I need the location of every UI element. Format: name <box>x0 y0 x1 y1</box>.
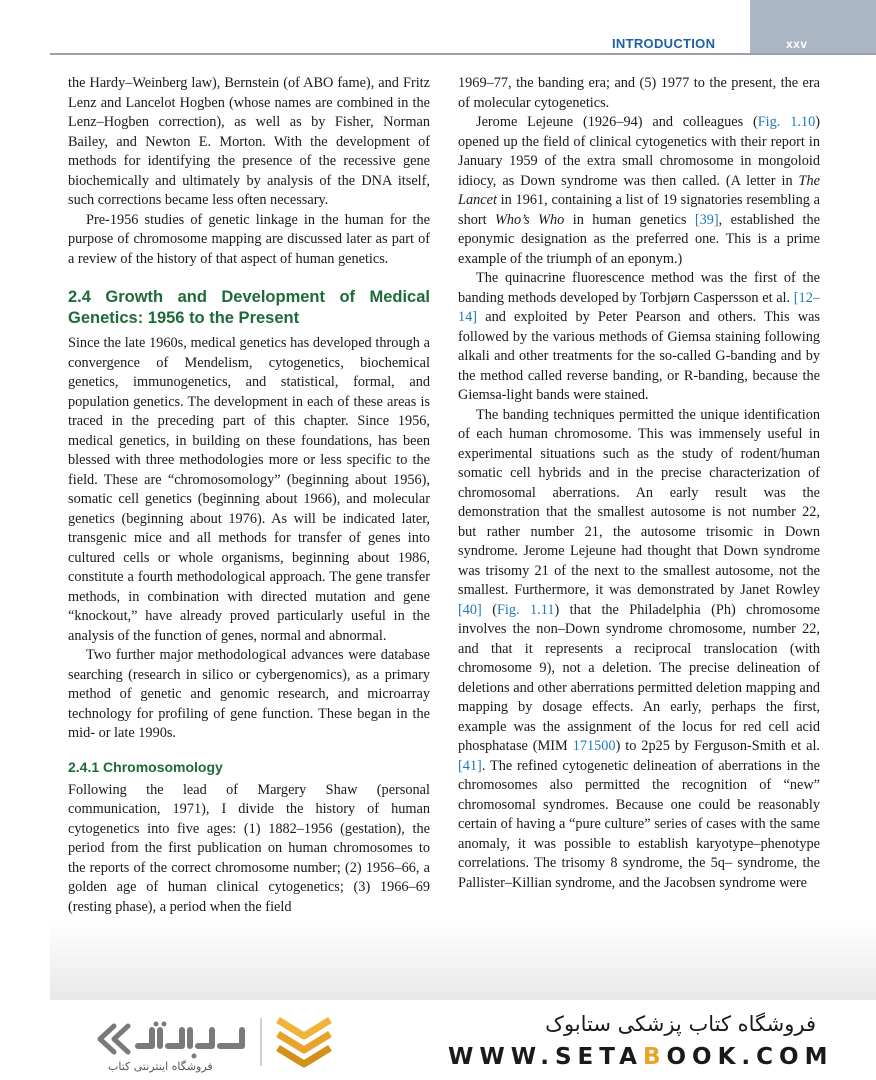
figure-link[interactable]: Fig. 1.11 <box>496 601 555 618</box>
section-heading: 2.4 Growth and Development of Medical Genetics: 1956 to the Present <box>68 288 430 327</box>
italic-text: Who’s Who <box>495 211 565 228</box>
text-run: , established the eponymic designation as the preferred one. This is a prime example of the triumph of an eponym.) <box>458 211 821 267</box>
reference-link[interactable]: [39] <box>694 211 719 228</box>
text-run: . The refined cytogenetic delineation of aberrations in the chromosomes also permitted the recognition of “new” chromosomal syndromes. Because one could be reasonably certain of having a “pure culture” series of cases with the same anomaly, it was possible to establish karyotype–phenotype correlations. The trisomy 8 syndrome, the 5q– syndrome, the Pallister–Killian syndrome, and the Jacobsen syndrome were <box>458 757 820 891</box>
journal-title: The Lancet <box>458 172 820 208</box>
reference-link[interactable]: [12–14] <box>458 289 820 325</box>
logo-subtitle: فروشگاه اینترنتی کتاب <box>108 1060 213 1073</box>
text-run: ) opened up the field of clinical cytogenetics with their report in January 1959 of the extra small chromosome in mongoloid idiocy, as Down syndrome was then called. (A letter in <box>458 114 820 189</box>
paragraph: Two further major methodological advances were database searching (research in silico or cybergenomics), as a primary method of genetic and genomic research, and microarray technology for profiling of gene function. These began in the mid- or late 1990s. <box>68 647 430 741</box>
url-text: SETA <box>554 1044 643 1070</box>
reference-link[interactable]: [40] <box>458 601 482 618</box>
right-column <box>458 74 820 893</box>
paragraph <box>458 406 820 894</box>
chevron-down-logo-icon <box>272 1014 336 1070</box>
header-rule <box>50 53 876 55</box>
paragraph: 1969–77, the banding era; and (5) 1977 to the present, the era of molecular cytogenetics. <box>458 75 820 111</box>
text-run: in 1961, containing a list of 19 signatories resembling a short <box>458 192 820 228</box>
mim-link[interactable]: 171500 <box>572 738 616 754</box>
shop-url[interactable] <box>448 1044 833 1070</box>
subsection-heading: 2.4.1 Chromosomology <box>68 758 223 775</box>
paragraph <box>458 269 820 406</box>
shop-name: فروشگاه کتاب پزشکی ستابوک <box>545 1012 816 1036</box>
url-text: OOK.COM <box>666 1044 834 1070</box>
logo-divider <box>260 1018 262 1066</box>
text-run: and exploited by Peter Pearson and others. This was followed by the various methods of Giemsa staining following alkali and other treatments for the so-called G-banding and by the method called reverse banding, or R-banding, because the Giemsa-light bands were stained. <box>458 309 820 403</box>
page-number: xxv <box>786 37 808 51</box>
left-column <box>68 74 430 917</box>
paragraph: Since the late 1960s, medical genetics has developed through a convergence of Mendelism, cytogenetics, biochemical genetics, immunogenetics, and statistical, formal, and population genetics. The development in each of these areas is traced in the preceding part of this chapter. Since 1956, medical genetics, in building on these foundations, has been blessed with three methodologies more or less specific to the field. These are “chromosomology” (beginning about 1956), somatic cell genetics (beginning about 1966), and molecular genetics (beginning about 1976). As will be indicated later, transgenic mice and all methods for transfer of genes into cultured cells or whole organisms, beginning about 1986, constitute a fourth methodological approach. The gene transfer methods, in combination with directed mutation and gene “knockout,” have already proved particularly useful in the analysis of the function of genes, normal and abnormal. <box>68 335 430 644</box>
paragraph: Following the lead of Margery Shaw (personal communication, 1971), I divide the history of human cytogenetics into five ages: (1) 1882–1956 (gestation), the period from the first publication on human chromosomes to the reports of the correct chromosome number; (2) 1956–66, a golden age of human clinical cytogenetics; (3) 1966–69 (resting phase), a period when the field <box>68 781 430 915</box>
paragraph: the Hardy–Weinberg law), Bernstein (of ABO fame), and Fritz Lenz and Lancelot Hogben (whose names are combined in the Lenz–Hogben correction), as well as by Fisher, Norman Bailey, and Newton E. Morton. With the development of methods for identifying the presence of the recessive gene biochemically and ultimately by analysis of the DNA itself, such corrections became less often necessary. <box>68 75 430 208</box>
text-run: ) that the Philadelphia (Ph) chromosome involves the non–Down syndrome chromosome, number 22, and that it represents a reciprocal translocation (with chromosome 9), not a deletion. The precise delineation of deletions and other aberrations permitted deletion mapping and mapping by dosage effects. An early, perhaps the first, example was the assignment of the locus for red cell acid phosphatase (MIM <box>458 601 820 754</box>
url-text: WWW. <box>448 1044 555 1070</box>
folio-box <box>750 0 876 54</box>
text-run: ( <box>481 601 497 618</box>
text-run: The banding techniques permitted the unique identification of each human chromosome. This was immensely useful in experimental situations such as the study of rodent/human somatic cell hybrids and in the precise characterization of chromosomal aberrations. An early result was the demonstration that the smallest autosome is not number 22, but rather number 21, the autosome trisomic in Down syndrome. Jerome Lejeune had thought that Down syndrome was trisomy 21 of the next to the smallest autosome, not the smallest. Furthermore, it was demonstrated by Janet Rowley <box>458 406 820 598</box>
url-accent-letter: B <box>642 1044 667 1070</box>
text-run: Jerome Lejeune (1926–94) and colleagues ( <box>476 114 758 130</box>
text-run: ) to 2p25 by Ferguson-Smith et al. <box>615 738 820 754</box>
paragraph: Pre-1956 studies of genetic linkage in the human for the purpose of chromosome mapping are discussed later as part of a review of the history of that aspect of human genetics. <box>68 211 430 267</box>
text-run: in human genetics <box>564 211 695 228</box>
page-fade-overlay <box>50 920 876 1000</box>
text-run: The quinacrine fluorescence method was the first of the banding methods developed by Torbjørn Caspersson et al. <box>458 270 820 306</box>
reference-link[interactable]: [41] <box>458 757 482 774</box>
setabook-logo-icon <box>92 1016 254 1062</box>
paragraph <box>458 113 820 269</box>
figure-link[interactable]: Fig. 1.10 <box>757 114 816 130</box>
running-head: INTRODUCTION <box>612 36 716 51</box>
